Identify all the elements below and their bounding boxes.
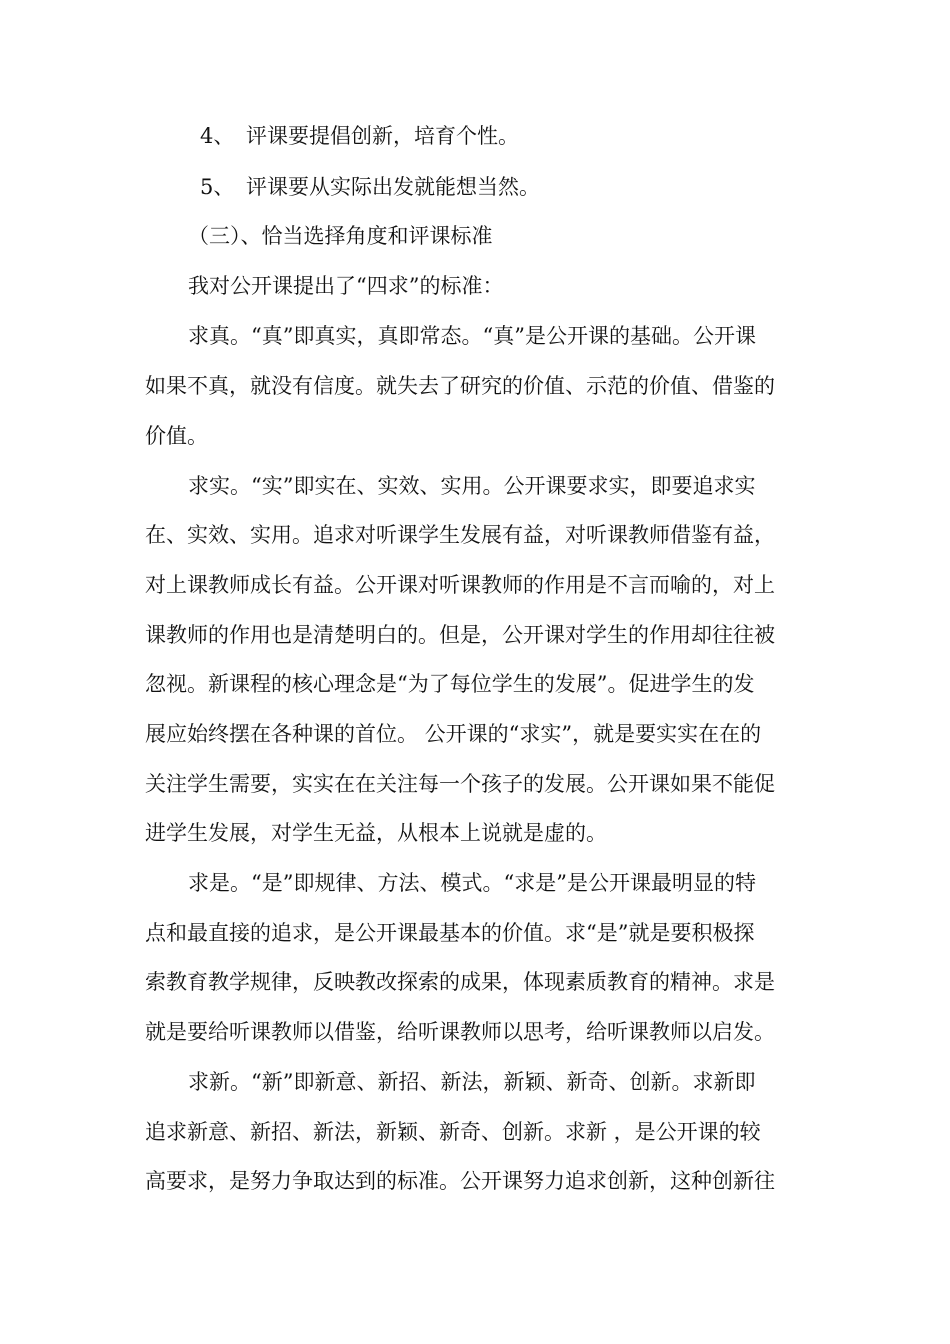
paragraph-qiushi2-line: 索教育教学规律，反映教改探索的成果，体现素质教育的精神。求是 <box>145 970 775 994</box>
list-item-5 <box>200 172 540 202</box>
paragraph-qiushi-line: 对上课教师成长有益。公开课对听课教师的作用是不言而喻的，对上 <box>145 573 775 597</box>
paragraph-qiuzhen-line: 价值。 <box>145 424 208 448</box>
paragraph-qiuxin-line: 高要求，是努力争取达到的标准。公开课努力追求创新，这种创新往 <box>145 1169 775 1193</box>
list-item-number: 4、 <box>200 124 235 148</box>
paragraph-qiushi2-line: 点和最直接的追求，是公开课最基本的价值。求“是”就是要积极探 <box>145 921 755 945</box>
paragraph-qiushi-line: 求实。“实”即实在、实效、实用。公开课要求实，即要追求实 <box>188 474 756 498</box>
paragraph-qiushi-line: 展应始终摆在各种课的首位。 公开课的“求实”，就是要实实在在的 <box>145 722 762 746</box>
paragraph-qiushi2-line: 求是。“是”即规律、方法、模式。“求是”是公开课最明显的特 <box>188 871 756 895</box>
paragraph-qiuxin-line: 求新。“新”即新意、新招、新法，新颖、新奇、创新。求新即 <box>188 1070 756 1094</box>
list-item-text: 评课要提倡创新，培育个性。 <box>246 124 519 148</box>
paragraph-qiushi2-line: 就是要给听课教师以借鉴，给听课教师以思考，给听课教师以启发。 <box>145 1020 775 1044</box>
paragraph-qiushi-line: 进学生发展，对学生无益，从根本上说就是虚的。 <box>145 821 607 845</box>
paragraph-qiushi-line: 在、实效、实用。追求对听课学生发展有益，对听课教师借鉴有益， <box>145 523 775 547</box>
list-item-text: 评课要从实际出发就能想当然。 <box>246 175 540 199</box>
paragraph-qiuxin-line: 追求新意、新招、新法，新颖、新奇、创新。求新 ，是公开课的较 <box>145 1120 761 1144</box>
section-heading: （三）、恰当选择角度和评课标准 <box>188 224 493 248</box>
list-item-4 <box>200 121 519 151</box>
paragraph-intro: 我对公开课提出了“四求”的标准： <box>188 274 504 298</box>
list-item-number: 5、 <box>200 175 235 199</box>
paragraph-qiushi-line: 忽视。新课程的核心理念是“为了每位学生的发展”。促进学生的发 <box>145 672 755 696</box>
paragraph-qiuzhen-line: 求真。“真”即真实，真即常态。“真”是公开课的基础。公开课 <box>188 324 756 348</box>
paragraph-qiushi-line: 课教师的作用也是清楚明白的。但是，公开课对学生的作用却往往被 <box>145 623 775 647</box>
paragraph-qiushi-line: 关注学生需要，实实在在关注每一个孩子的发展。公开课如果不能促 <box>145 772 775 796</box>
paragraph-qiuzhen-line: 如果不真，就没有信度。就失去了研究的价值、示范的价值、借鉴的 <box>145 374 775 398</box>
